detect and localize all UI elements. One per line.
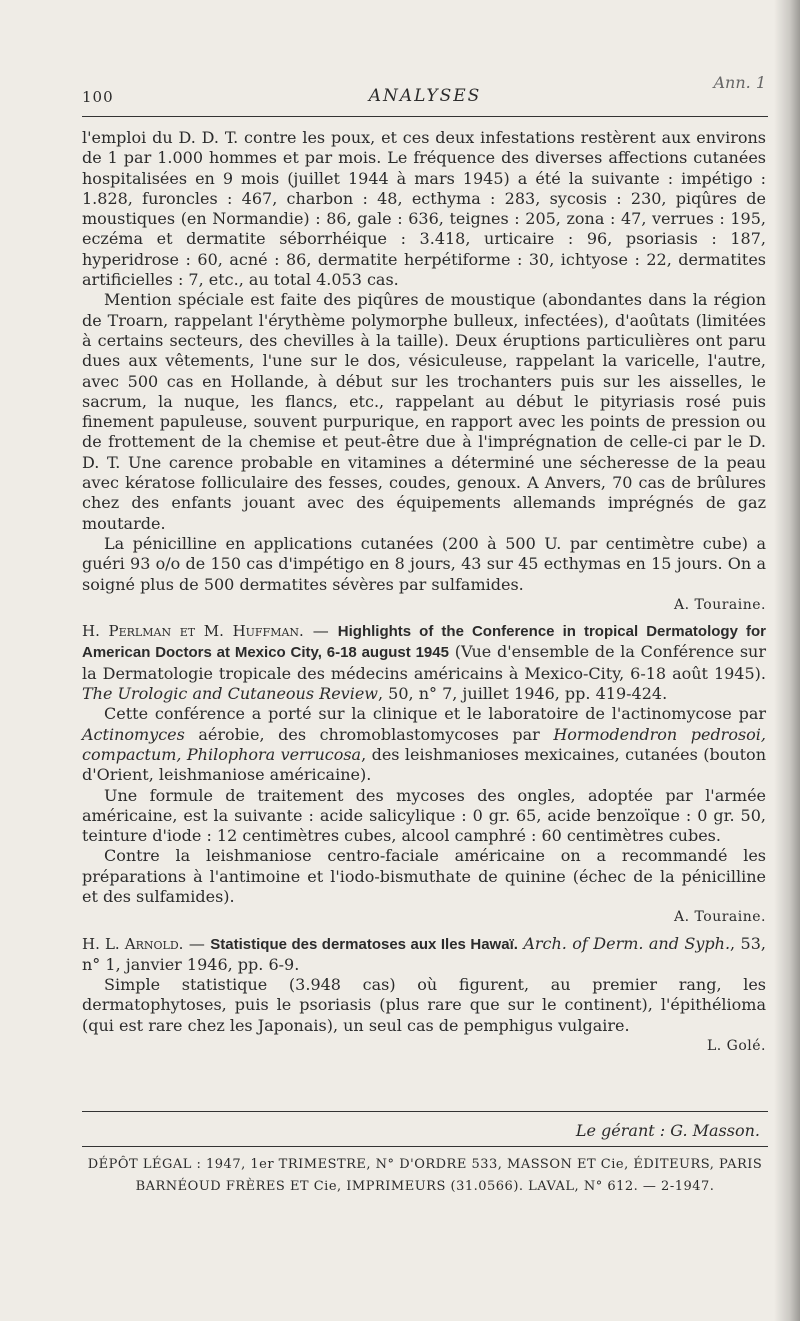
article-body [82,128,766,1056]
header-rule [82,116,768,117]
text-run: aérobie, des chromoblastomycoses par [184,724,554,744]
signature: A. Touraine. [674,596,766,613]
dash: — [183,933,211,953]
footer-rule-top [82,1111,768,1112]
paragraph [82,704,766,785]
paragraph: Contre la leishmaniose centro-faciale américaine on a recommandé les préparations à l'antimoine et l'iodo-bismuthate de quinine (échec de la pénicilline et des sulfamides). [82,846,766,906]
paragraph: l'emploi du D. D. T. contre les poux, et ces deux infestations restèrent aux environs de 1 par 1.000 hommes et par mois. Le fréquence des diverses affections cutanées hospitalisées en 9 mois (juillet 1944 à mars 1945) a été la suivante : impétigo : 1.828, furoncles : 467, charbon : 48, ecthyma : 283, sycosis : 230, piqûres de moustiques (en Normandie) : 86, gale : 636, teignes : 205, zona : 47, verrues : 195, eczéma et dermatite séborrhéique : 3.418, urticaire : 96, psoriasis : 187, hyperidrose : 60, acné : 86, dermatite herpétiforme : 30, ichtyose : 22, dermatites artificielles : 7, etc., au total 4.053 cas. [82,128,766,290]
paragraph: La pénicilline en applications cutanées (200 à 500 U. par centimètre cube) a guéri 93 o/o de 150 cas d'impétigo en 8 jours, 43 sur 45 ecthymas en 15 jours. On a soigné plus de 500 dermatites sévères par sulfamides. [82,533,766,594]
species-name: Hormodendron pedrosoi, compactum, Philophora verrucosa [82,724,767,764]
legal-deposit [82,1154,768,1198]
article-title: Highlights of the Conference in tropical Dermatology for American Doctors at Mexico City, 6-18 august 1945 [82,623,766,662]
page-number: 100 [82,88,114,106]
text-run: Cette conférence a porté sur la clinique et le laboratoire de l'actinomycose par [104,704,766,724]
reference-details: , 53, n° 1, janvier 1946, pp. 6-9. [82,933,766,974]
article-title: Statistique des dermatoses aux Iles Hawaï. [210,935,518,953]
reference-text: (Vue d'ensemble de la Conférence sur la Dermatologie tropicale des médecins américains à Mexico-City, 6-18 août 1945). [82,642,766,683]
manager-line: Le gérant : G. Masson. [575,1121,760,1140]
handwritten-annotation: Ann. 1 [713,73,766,92]
journal-name: The Urologic and Cutaneous Review [82,684,378,704]
author-names: H. Perlman et M. Huffman. [82,622,304,641]
legal-deposit-line: DÉPÔT LÉGAL : 1947, 1er TRIMESTRE, N° D'ORDRE 533, MASSON ET Cie, ÉDITEURS, PARIS [87,1157,763,1172]
printer-line: BARNÉOUD FRÈRES ET Cie, IMPRIMEURS (31.0566). LAVAL, N° 612. — 2-1947. [135,1179,715,1194]
signature: A. Touraine. [674,909,766,926]
dash: — [303,621,338,641]
running-title: ANALYSES [368,86,482,106]
reference-details: , 50, n° 7, juillet 1946, pp. 419-424. [377,684,668,704]
paragraph: Mention spéciale est faite des piqûres de moustique (abondantes dans la région de Troarn, rappelant l'érythème polymorphe bulleux, infectées), d'aoûtats (limitées à certains secteurs, des chevilles à la taille). Deux éruptions particulières ont paru dues aux vêtements, l'une sur le dos, vésiculeuse, rappelant la varicelle, l'autre, avec 500 cas en Hollande, à début sur les trochanters puis sur les aisselles, le sacrum, la nuque, les flancs, etc., rappelant au début le pityriasis rosé puis finement papuleuse, souvent purpurique, en rapport avec les points de pression ou de frottement de la chemise et peut-être due à l'imprégnation de celle-ci par le D. D. T. Une carence probable en vitamines a déterminé une sécheresse de la peau avec kératose folliculaire des fesses, coudes, genoux. A Anvers, 70 cas de brûlures chez des enfants jouant avec des équipements allemands imprégnés de gaz moutarde. [82,290,766,533]
journal-name: Arch. of Derm. and Syph. [523,933,731,953]
signature: L. Golé. [706,1038,766,1055]
article-heading [82,934,766,976]
article-heading [82,621,766,704]
species-name: Actinomyces [82,724,185,744]
footer-rule-bottom [82,1146,768,1147]
page-header [82,86,768,110]
author-names: H. L. Arnold. [82,934,184,953]
text-run: , des leishmanioses mexicaines, cutanées (bouton d'Orient, leishmaniose américaine). [82,744,766,785]
page-edge-shadow [774,0,800,1321]
paragraph: Une formule de traitement des mycoses des ongles, adoptée par l'armée américaine, est la suivante : acide salicylique : 0 gr. 65, acide benzoïque : 0 gr. 50, teinture d'iode : 12 centimètres cubes, alcool camphré : 60 centimètres cubes. [82,785,766,846]
paragraph: Simple statistique (3.948 cas) où figurent, au premier rang, les dermatophytoses, puis le psoriasis (plus rare que sur le continent), l'épithélioma (qui est rare chez les Japonais), un seul cas de pemphigus vulgaire. [82,975,766,1035]
